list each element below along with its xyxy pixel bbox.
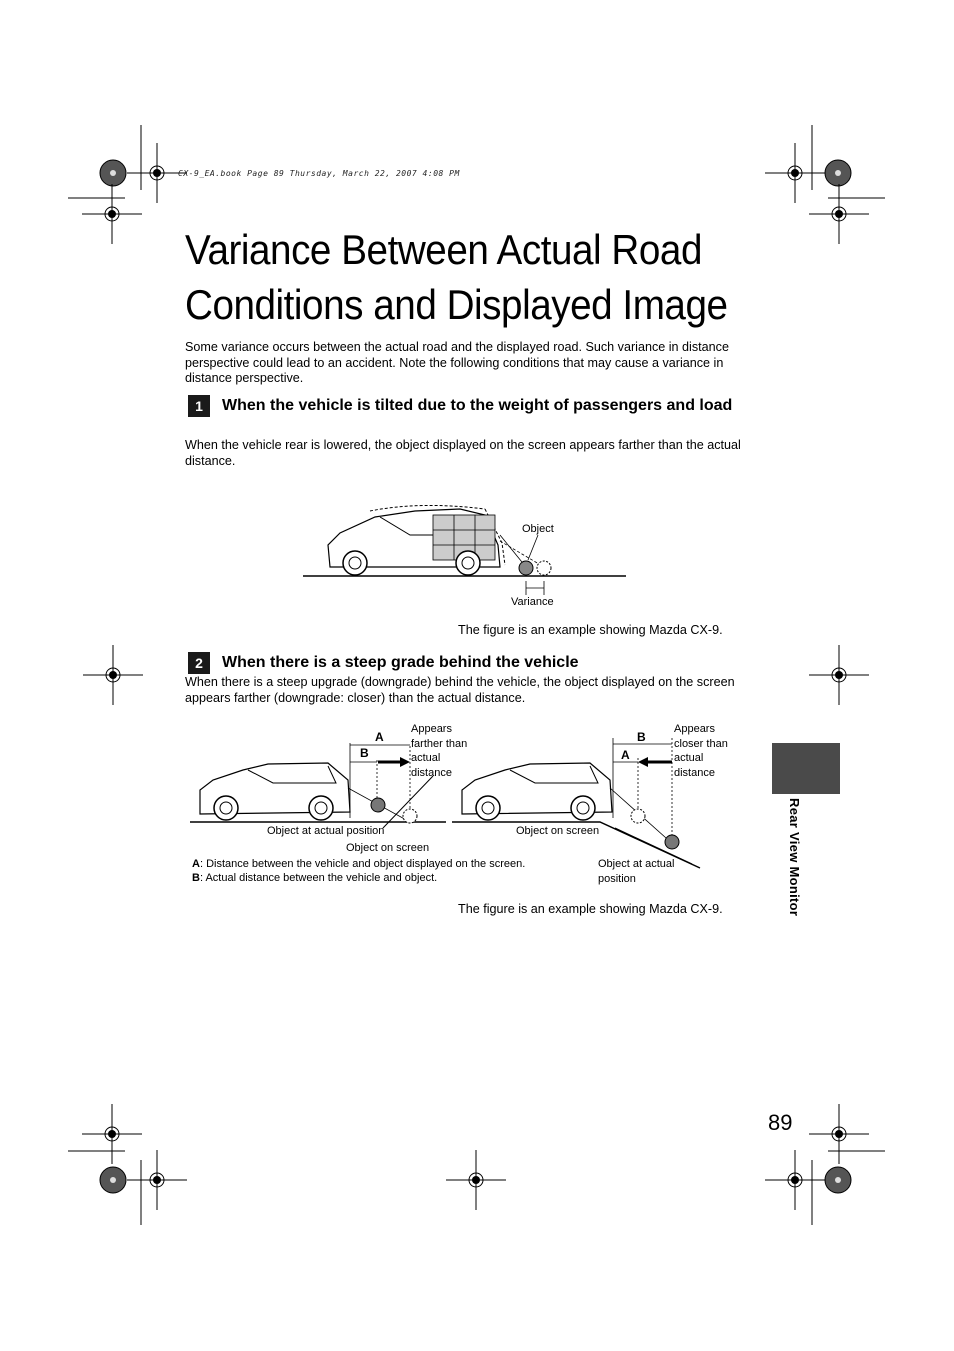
fig2-left-appears-note: Appears farther than actual distance: [411, 723, 468, 779]
fig2-right-object-actual: Object at actual position: [598, 858, 675, 885]
fig2-left-object-screen: Object on screen: [346, 842, 430, 854]
file-info-header: CX-9_EA.book Page 89 Thursday, March 22, 2007 4:08 PM: [178, 169, 460, 178]
section-2-caption: The figure is an example showing Mazda CX-9.: [458, 902, 723, 916]
fig2-left-label-a: A: [375, 730, 384, 744]
fig2-left-object-actual: Object at actual position: [267, 825, 385, 837]
title-line-1: Variance Between Actual Road: [185, 226, 702, 273]
title-line-2: Conditions and Displayed Image: [185, 281, 728, 328]
intro-paragraph: Some variance occurs between the actual road and the displayed road. Such variance in distance perspective could lead to an accident. Note the following conditions that may cause a variance in distance perspective.: [185, 340, 729, 385]
figure-2-right-downgrade: [450, 728, 710, 878]
page-number: 89: [768, 1110, 793, 1135]
section-2-number: 2: [188, 652, 210, 674]
fig2-right-object-screen: Object on screen: [516, 825, 600, 837]
section-2-text: When there is a steep upgrade (downgrade) behind the vehicle, the object displayed on the screen appears farther (downgrade: closer) than the actual distance.: [185, 675, 735, 705]
figure-1-tilted-vehicle: [300, 505, 630, 605]
fig1-label-object: Object: [522, 523, 554, 535]
chapter-tab: [772, 743, 840, 794]
legend-b: B: Actual distance between the vehicle and object.: [192, 872, 438, 884]
section-1-text: When the vehicle rear is lowered, the object displayed on the screen appears farther than the actual distance.: [185, 438, 741, 468]
fig2-right-label-b: B: [637, 730, 646, 744]
fig2-right-label-a: A: [621, 748, 630, 762]
section-1-title: When the vehicle is tilted due to the weight of passengers and load: [222, 397, 733, 414]
page-title: [185, 222, 737, 332]
fig2-left-label-b: B: [360, 746, 369, 760]
fig1-label-variance: Variance: [511, 596, 554, 608]
section-1-caption: The figure is an example showing Mazda CX-9.: [458, 623, 723, 637]
fig2-right-appears-note: Appears closer than actual distance: [674, 723, 728, 779]
section-1-number: 1: [188, 395, 210, 417]
legend-a: A: Distance between the vehicle and object displayed on the screen.: [192, 858, 526, 870]
figure-2-left-upgrade: [188, 728, 448, 838]
chapter-tab-label: Rear View Monitor: [787, 798, 802, 917]
section-2-title: When there is a steep grade behind the vehicle: [222, 654, 579, 671]
